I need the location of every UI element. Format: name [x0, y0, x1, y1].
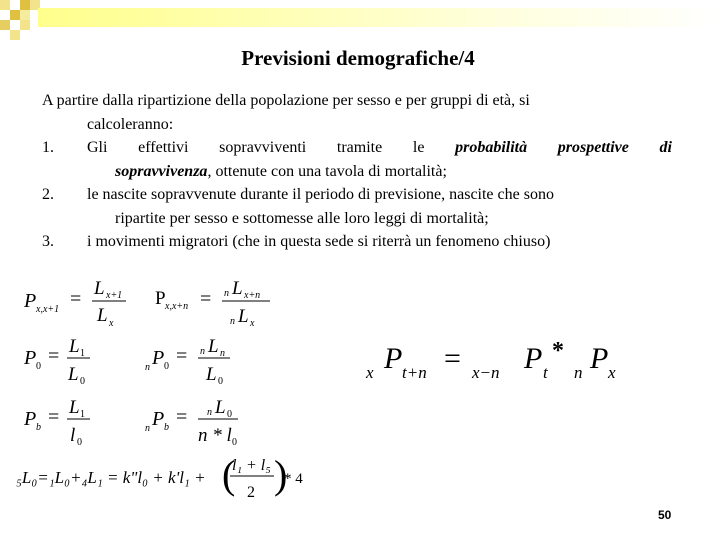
- f1-lhs-sub: x,x+1: [36, 304, 60, 315]
- item2-line-1: le nascite sopravvenute durante il periodo di previsione, nascite che sono: [87, 186, 554, 203]
- list-number-2: 2.: [42, 186, 54, 203]
- big-sub3: x: [608, 363, 616, 382]
- f4-den: L: [206, 364, 217, 385]
- f1-num: L: [94, 278, 105, 299]
- f3-eq: =: [48, 345, 60, 367]
- big-P2: P: [524, 342, 543, 375]
- big-pre: x: [366, 363, 374, 382]
- big-sub2: t: [543, 363, 548, 382]
- f4-num-sub: n: [220, 348, 225, 359]
- f5-den-sub: 0: [77, 437, 82, 448]
- intro-line-1: A partire dalla ripartizione della popolazione per sesso e per gruppi di età, si: [42, 92, 530, 109]
- f4-eq: =: [176, 345, 188, 367]
- f4-lhs: P: [152, 347, 165, 369]
- f5-lhs-sub: b: [36, 422, 41, 433]
- list-number-3: 3.: [42, 233, 54, 250]
- formula-survival-x-x1: [23, 278, 126, 329]
- f4-lhs-pre: n: [145, 362, 150, 373]
- f1-den-sub: x: [109, 318, 114, 329]
- item1-emph-a: probabilità prospettive di: [455, 139, 672, 156]
- slide-title: Previsioni demografiche/4: [241, 46, 475, 70]
- big-star: *: [552, 338, 564, 364]
- page-number: 50: [658, 508, 672, 522]
- big-P1: P: [384, 342, 403, 375]
- formula-5L0: [16, 452, 303, 501]
- f5-den: l: [70, 425, 76, 446]
- right-paren: ): [274, 452, 288, 497]
- item2-line-2: ripartite per sesso e sottomesse alle loro leggi di mortalità;: [115, 209, 489, 227]
- f4-num: L: [208, 336, 219, 357]
- f2-num-sub: x+n: [244, 290, 261, 301]
- f3-num-sub: 1: [80, 348, 85, 359]
- big-pre3: n: [574, 363, 583, 382]
- last-den: 2: [247, 484, 255, 501]
- f6-lhs-pre: n: [145, 423, 150, 434]
- f2-den-sub: x: [250, 318, 255, 329]
- formula-projection: [365, 338, 616, 382]
- item1-emph-b: sopravvivenza: [115, 162, 208, 180]
- last-num: l₁ + l₅: [232, 457, 271, 474]
- f4-lhs-sub: 0: [164, 361, 169, 372]
- f6-num-sub: 0: [227, 409, 232, 420]
- f6-eq: =: [176, 406, 188, 428]
- formula-npb: [145, 397, 238, 448]
- left-paren: (: [222, 452, 236, 497]
- f2-num: L: [232, 278, 243, 299]
- f3-den: L: [68, 364, 79, 385]
- item3-line-1: i movimenti migratori (che in questa sede si riterrà un fenomeno chiuso): [87, 233, 551, 250]
- f1-lhs: P: [24, 290, 37, 312]
- f6-lhs-sub: b: [164, 422, 169, 433]
- f6-lhs: P: [152, 408, 165, 430]
- f6-den-sub: 0: [232, 437, 237, 448]
- f4-den-sub: 0: [218, 376, 223, 387]
- formula-pb: [23, 397, 90, 448]
- big-pre2: x−n: [472, 363, 500, 382]
- f3-num: L: [69, 336, 80, 357]
- f1-num-sub: x+1: [106, 290, 123, 301]
- big-eq: =: [444, 342, 461, 375]
- item1-text-a: Gli effettivi sopravviventi tramite le: [87, 139, 456, 156]
- f4-num-pre: n: [200, 346, 205, 357]
- f2-lhs-sub: x,x+n: [165, 301, 189, 312]
- f6-num: L: [215, 397, 226, 418]
- formula-np0: [145, 336, 230, 387]
- f3-lhs-sub: 0: [36, 361, 41, 372]
- f2-den: L: [238, 306, 249, 327]
- formula-p0: [23, 336, 90, 387]
- f5-num-sub: 1: [80, 409, 85, 420]
- big-P3: P: [590, 342, 609, 375]
- f1-eq: =: [70, 288, 82, 310]
- f5-eq: =: [48, 406, 60, 428]
- intro-line-2: calcoleranno:: [87, 115, 174, 133]
- item1-text-b: , ottenute con una tavola di mortalità;: [207, 162, 447, 180]
- f6-den: n * l: [198, 425, 232, 446]
- f5-lhs: P: [24, 408, 37, 430]
- f2-lhs: P: [155, 288, 166, 309]
- f3-lhs: P: [24, 347, 37, 369]
- f2-eq: =: [200, 288, 212, 310]
- big-sub1: t+n: [402, 363, 427, 382]
- f5-num: L: [69, 397, 80, 418]
- f1-den: L: [97, 305, 108, 326]
- last-tail: * 4: [284, 471, 303, 487]
- f2-num-pre: n: [224, 288, 229, 299]
- f6-num-pre: n: [207, 407, 212, 418]
- formula-survival-x-xn: [155, 278, 270, 329]
- f3-den-sub: 0: [80, 376, 85, 387]
- f2-den-pre: n: [230, 316, 235, 327]
- list-number-1: 1.: [42, 139, 54, 156]
- last-lhs: ₅L₀=₁L₀+₄L₁ = k"l₀ + k'l₁ +: [16, 468, 206, 487]
